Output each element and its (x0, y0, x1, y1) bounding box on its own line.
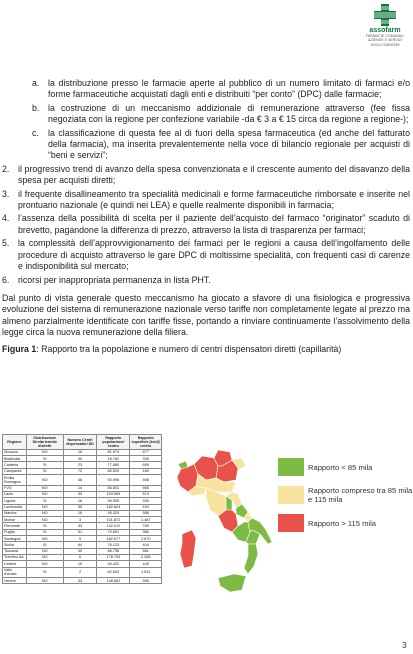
table-cell: 80.529 (97, 468, 130, 474)
summary-paragraph: Dal punto di vista generale questo meccanismo ha giocato a sfavore di una fisiologica e progressiva evoluzione del sistema di remunerazione nazionale verso tariffe non completamente legate al prezzo ma almeno parzialmente identificate con tariffe fisse, portando a rinviare continuamente l’assolvimento della legge circa la nuova remunerazione della filiera. (2, 292, 410, 338)
table-cell: Basilicata (3, 456, 27, 462)
list-item: 6. ricorsi per inappropriata permanenza in lista PHT. (2, 274, 211, 285)
table-header-cell: Rapporto superficie (km2)/ centro (131, 435, 161, 449)
table-cell: NO (26, 475, 63, 486)
table-cell: 16 (63, 498, 97, 504)
table-cell: 1.631 (130, 567, 162, 578)
region-sicilia (218, 574, 246, 592)
regions-table (2, 434, 162, 584)
table-cell: 182.577 (97, 536, 130, 542)
main-list (2, 164, 410, 286)
region-sardegna (180, 530, 196, 568)
table-cell: Valle d'Aosta (3, 567, 27, 578)
table-cell: 33 (63, 523, 97, 529)
table-cell: Liguria (3, 498, 27, 504)
table-cell: SI (26, 462, 63, 468)
table-cell: 565 (130, 485, 162, 491)
table-row (3, 578, 162, 584)
table-cell: Abruzzo (3, 449, 27, 455)
table-cell: Molise (3, 517, 27, 523)
legend-swatch (278, 486, 304, 504)
table-cell: NO (26, 510, 63, 516)
table-cell: SI (26, 523, 63, 529)
table-cell: Umbria (3, 561, 27, 567)
table-cell: Lazio (3, 491, 27, 497)
table-cell: 55 (63, 504, 97, 510)
table-cell: 2.670 (130, 536, 162, 542)
table-cell: Lombardia (3, 504, 27, 510)
list-item: b. la costruzione di un meccanismo addizionale di remunerazione attraverso (fee fissa negoziata con la regione per confezione variabile -da € 3 a € 15 circa da regione a regione-); (32, 102, 410, 125)
table-cell: 64 (63, 542, 97, 548)
table-cell: SI (26, 529, 63, 535)
table-cell: NO (26, 536, 63, 542)
legend-label: Rapporto < 85 mila (308, 462, 373, 472)
table-cell: Piemonte (3, 523, 27, 529)
table-cell: NO (26, 485, 63, 491)
table-cell: 101.872 (97, 517, 130, 523)
table-header-cell: Regione (3, 435, 27, 450)
table-cell: 81.974 (97, 449, 130, 455)
table-cell: 769 (130, 523, 162, 529)
table-cell: 380 (130, 529, 162, 535)
table-row (3, 475, 162, 486)
table-header-cell: Numero Centri dispensatori DD (63, 435, 97, 450)
list-item: 3. il frequente disallineamento tra specialità medicinali e forme farmaceutiche rimborsate e inserite nel prontuario nazionale (e quindi nei LEA) e quelle realmente disponibili in farmacia; (2, 188, 410, 211)
table-cell: Marche (3, 510, 27, 516)
table-cell: 48 (63, 475, 97, 486)
italy-regions-map (172, 450, 272, 634)
table-cell: 86.831 (97, 485, 130, 491)
table-cell: 78.123 (97, 542, 130, 548)
table-cell: 434 (130, 504, 162, 510)
table-cell: Calabria (3, 462, 27, 468)
table-cell: 96.955 (97, 498, 130, 504)
legend-item (278, 486, 413, 504)
table-cell: NO (26, 491, 63, 497)
table-cell: 33 (63, 578, 97, 584)
table-cell: 86.736 (97, 548, 130, 554)
table-header-row (3, 435, 162, 450)
table-cell: 95.329 (97, 510, 130, 516)
table-cell: SI (26, 456, 63, 462)
table-cell: 30 (63, 456, 97, 462)
table-cell: 339 (130, 498, 162, 504)
table-cell: 16 (63, 449, 97, 455)
table-cell: 30 (63, 491, 97, 497)
table-cell: 40 (63, 548, 97, 554)
pharmacy-cross-logo-icon (370, 4, 400, 26)
table-cell: Campania (3, 468, 27, 474)
legend-label: Rapporto compreso tra 85 mila e 115 mila (308, 486, 413, 504)
table-cell: Veneto (3, 578, 27, 584)
table-cell: 1.487 (130, 517, 162, 523)
table-cell: Trentino AA (3, 554, 27, 560)
table-cell: 51 (63, 529, 97, 535)
table-cell: 445 (130, 561, 162, 567)
table-cell: SI (26, 542, 63, 548)
logo-brand: assofarm (369, 27, 401, 34)
table-cell: SI (26, 498, 63, 504)
table-cell: SI (26, 567, 63, 578)
legend-swatch (278, 458, 304, 476)
list-item: c. la classificazione di questa fee al di fuori della spesa farmaceutica (ed anche del fatturato della farmacia), ma inserita prevalentemente nella voce di bilancio regionale per acquisti di “beni e servizi”; (32, 127, 410, 161)
table-cell: 132.012 (97, 523, 130, 529)
table-cell: 3 (63, 517, 97, 523)
figure-title: Figura 1: Rapporto tra la popolazione e numero di centri dispensatori diretti (capillarità) (2, 343, 342, 354)
table-cell: 588 (130, 510, 162, 516)
table-cell: 2 (63, 567, 97, 578)
table-cell: Toscana (3, 548, 27, 554)
table-cell: 92.996 (97, 475, 130, 486)
table-cell: SI (26, 468, 63, 474)
table-header-cell: Rapporto popolazione/ centro (97, 435, 130, 450)
logo-subtitle: FARMACIE COMUNALI AZIENDE E SERVIZI SOCIO-SANITARI (365, 34, 405, 47)
table-cell: 581 (130, 548, 162, 554)
table-cell: NO (26, 449, 63, 455)
table-cell: Puglia (3, 529, 27, 535)
legend-label: Rapporto > 115 mila (308, 518, 377, 528)
table-cell: FVG (3, 485, 27, 491)
list-item: a. la distribuzione presso le farmacie aperte al pubblico di un numero limitato di farmaci e/o forme farmaceutiche acquistati dagli enti e distribuiti “per conto” (DPC) dalle farmacie; (32, 78, 410, 100)
sub-list (32, 78, 410, 162)
table-header-cell: Distribuzione Diretta tramite distretti (26, 435, 63, 450)
table-cell: 14 (63, 485, 97, 491)
table-cell: 574 (130, 491, 162, 497)
table-cell: 6 (63, 554, 97, 560)
table-cell: Sardegna (3, 536, 27, 542)
table-cell: 46.422 (97, 561, 130, 567)
table-cell: 556 (130, 578, 162, 584)
body-text (2, 78, 410, 355)
table-cell: NO (26, 554, 63, 560)
table-cell: Emilia Romagna (3, 475, 27, 486)
table-cell: NO (26, 504, 63, 510)
table-cell: 72 (63, 468, 97, 474)
table-cell: 9 (63, 536, 97, 542)
table-cell: 18.762 (97, 456, 130, 462)
assofarm-logo (362, 4, 408, 47)
table-cell: NO (26, 578, 63, 584)
table-cell: NO (26, 561, 63, 567)
table-cell: 77.885 (97, 462, 130, 468)
table-cell: 79.691 (97, 529, 130, 535)
map-legend (278, 458, 413, 542)
table-cell: Sicilia (3, 542, 27, 548)
table-cell: 468 (130, 475, 162, 486)
table-cell: 189 (130, 468, 162, 474)
table-cell: 2.268 (130, 554, 162, 560)
table-cell: 335 (130, 456, 162, 462)
legend-item (278, 458, 413, 476)
list-item: 2. il progressivo trend di avanzo della spesa convenzionata e il crescente aumento del disavanzo della spesa per acquisti diretti; (2, 163, 410, 186)
table-cell: 677 (130, 449, 162, 455)
table-cell: 404 (130, 542, 162, 548)
table-cell: 19 (63, 561, 97, 567)
table-cell: 182.824 (97, 504, 130, 510)
table-cell: 16 (63, 510, 97, 516)
table-cell: NO (26, 517, 63, 523)
legend-swatch (278, 514, 304, 532)
list-item: 5. la complessità dell’approvvigionamento dei farmaci per le regioni a causa dell’ingolfamento delle procedure di acquisto attraverso le gare DPC di moltissime specialità, con frequenti casi di carenze e indisponibilità sul mercato; (2, 238, 410, 272)
table-cell: 178.753 (97, 554, 130, 560)
legend-item (278, 514, 413, 532)
table-row (3, 567, 162, 578)
table-cell: 659 (130, 462, 162, 468)
table-cell: 148.562 (97, 578, 130, 584)
table-cell: NO (26, 548, 63, 554)
table-body (3, 449, 162, 584)
list-item: 4. l’assenza della possibilità di scelta per il paziente dell’acquisto del farmaco “originator” scaduto di brevetto, pagandone la differenza di prezzo, attraverso la lista di trasparenza per farmaci; (2, 213, 410, 235)
table-cell: 23 (63, 462, 97, 468)
region-calabria (244, 544, 258, 574)
table-cell: 193.969 (97, 491, 130, 497)
table-cell: 62.843 (97, 567, 130, 578)
page-number: 3 (402, 640, 407, 650)
